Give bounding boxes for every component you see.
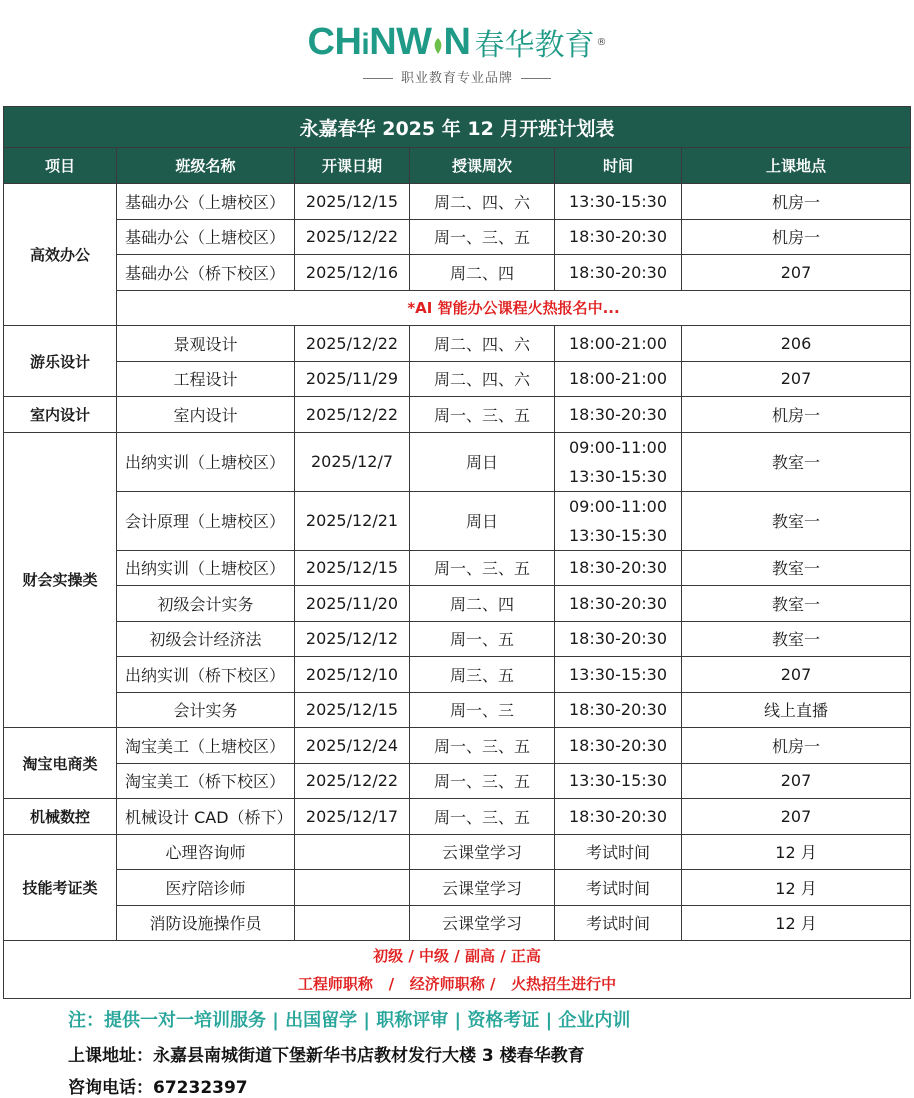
brand-logo — [0, 18, 914, 66]
start-date: 2025/12/10 — [295, 657, 410, 693]
header-start-date: 开课日期 — [295, 148, 410, 184]
promo-line-2: 工程师职称 / 经济师职称 / 火热招生进行中 — [297, 974, 617, 993]
table-row — [4, 326, 911, 362]
start-date: 2025/11/20 — [295, 586, 410, 622]
class-name: 出纳实训（桥下校区） — [117, 657, 295, 693]
time: 18:30-20:30 — [555, 397, 682, 433]
services-note: 注：提供一对一培训服务 | 出国留学 | 职称评审 | 资格考证 | 企业内训 — [68, 1010, 631, 1031]
slogan-right-rule — [521, 78, 551, 79]
class-name: 心理咨询师 — [117, 834, 295, 870]
location: 207 — [682, 799, 911, 835]
slogan — [0, 67, 914, 86]
table-row — [4, 657, 911, 693]
logo-wordmark — [308, 21, 471, 64]
table-row — [4, 361, 911, 397]
weekdays: 周一、五 — [410, 621, 555, 657]
table-row — [4, 763, 911, 799]
weekdays: 周一、三、五 — [410, 397, 555, 433]
weekdays: 周一、三、五 — [410, 763, 555, 799]
weekdays: 云课堂学习 — [410, 905, 555, 941]
weekdays: 周二、四、六 — [410, 184, 555, 220]
weekdays: 周二、四、六 — [410, 361, 555, 397]
start-date: 2025/12/22 — [295, 763, 410, 799]
time — [555, 491, 682, 550]
location: 207 — [682, 657, 911, 693]
weekdays: 周一、三、五 — [410, 550, 555, 586]
table-row — [4, 870, 911, 906]
weekdays: 周二、四 — [410, 586, 555, 622]
class-name: 机械设计 CAD（桥下） — [117, 799, 295, 835]
start-date: 2025/12/21 — [295, 491, 410, 550]
start-date: 2025/12/22 — [295, 397, 410, 433]
logo-text-n: N — [443, 20, 471, 63]
time: 13:30-15:30 — [555, 657, 682, 693]
time: 18:30-20:30 — [555, 255, 682, 291]
class-name: 淘宝美工（上塘校区） — [117, 728, 295, 764]
start-date: 2025/12/12 — [295, 621, 410, 657]
location: 12 月 — [682, 905, 911, 941]
header-time: 时间 — [555, 148, 682, 184]
class-address: 上课地址：永嘉县南城街道下堡新华书店教材发行大楼 3 楼春华教育 — [68, 1046, 585, 1066]
location: 206 — [682, 326, 911, 362]
category-accounting: 财会实操类 — [4, 432, 117, 728]
table-row — [4, 586, 911, 622]
logo-text-nw: NW — [369, 20, 432, 63]
weekdays: 周二、四、六 — [410, 326, 555, 362]
class-name: 医疗陪诊师 — [117, 870, 295, 906]
time — [555, 432, 682, 491]
logo-chinese-name: 春华教育 — [474, 28, 595, 63]
location: 机房一 — [682, 397, 911, 433]
table-title: 永嘉春华 2025 年 12 月开班计划表 — [4, 107, 911, 148]
schedule-table — [3, 106, 911, 999]
promo-cell — [4, 941, 911, 999]
header-class-name: 班级名称 — [117, 148, 295, 184]
office-note: *AI 智能办公课程火热报名中... — [117, 290, 911, 326]
leaf-icon — [432, 21, 444, 37]
time: 18:30-20:30 — [555, 621, 682, 657]
location: 207 — [682, 255, 911, 291]
weekdays: 云课堂学习 — [410, 834, 555, 870]
weekdays: 云课堂学习 — [410, 870, 555, 906]
logo-text-ch: CH — [307, 20, 362, 63]
table-row — [4, 692, 911, 728]
table-row — [4, 255, 911, 291]
table-row — [4, 550, 911, 586]
header-category: 项目 — [4, 148, 117, 184]
location: 线上直播 — [682, 692, 911, 728]
location: 207 — [682, 763, 911, 799]
start-date: 2025/11/29 — [295, 361, 410, 397]
start-date — [295, 834, 410, 870]
class-name: 出纳实训（上塘校区） — [117, 550, 295, 586]
contact-phone: 咨询电话：67232397 — [68, 1078, 248, 1098]
table-row — [4, 432, 911, 491]
table-row — [4, 728, 911, 764]
location: 机房一 — [682, 728, 911, 764]
weekdays: 周日 — [410, 491, 555, 550]
start-date: 2025/12/16 — [295, 255, 410, 291]
time-morning: 09:00-11:00 — [569, 437, 667, 457]
promo-row — [4, 941, 911, 999]
time: 18:00-21:00 — [555, 361, 682, 397]
category-office: 高效办公 — [4, 184, 117, 326]
location: 12 月 — [682, 870, 911, 906]
start-date: 2025/12/7 — [295, 432, 410, 491]
start-date: 2025/12/15 — [295, 184, 410, 220]
location: 教室一 — [682, 621, 911, 657]
category-mechanical: 机械数控 — [4, 799, 117, 835]
start-date: 2025/12/22 — [295, 219, 410, 255]
weekdays: 周一、三、五 — [410, 728, 555, 764]
time: 考试时间 — [555, 870, 682, 906]
time-afternoon: 13:30-15:30 — [569, 525, 667, 545]
class-name: 工程设计 — [117, 361, 295, 397]
start-date: 2025/12/17 — [295, 799, 410, 835]
table-row — [4, 621, 911, 657]
location: 207 — [682, 361, 911, 397]
class-name: 初级会计实务 — [117, 586, 295, 622]
time: 18:00-21:00 — [555, 326, 682, 362]
category-interior: 室内设计 — [4, 397, 117, 433]
registered-mark: ® — [596, 36, 607, 48]
weekdays: 周一、三 — [410, 692, 555, 728]
class-name: 消防设施操作员 — [117, 905, 295, 941]
table-row — [4, 397, 911, 433]
header-location: 上课地点 — [682, 148, 911, 184]
class-name: 初级会计经济法 — [117, 621, 295, 657]
table-row — [4, 184, 911, 220]
time: 18:30-20:30 — [555, 219, 682, 255]
table-row — [4, 834, 911, 870]
time: 18:30-20:30 — [555, 692, 682, 728]
class-name: 基础办公（上塘校区） — [117, 184, 295, 220]
class-name: 出纳实训（上塘校区） — [117, 432, 295, 491]
table-row — [4, 905, 911, 941]
class-name: 会计实务 — [117, 692, 295, 728]
time: 18:30-20:30 — [555, 799, 682, 835]
start-date: 2025/12/15 — [295, 692, 410, 728]
promo-line-1: 初级 / 中级 / 副高 / 正高 — [373, 946, 541, 965]
header-row — [4, 148, 911, 184]
start-date — [295, 905, 410, 941]
weekdays: 周一、三、五 — [410, 799, 555, 835]
time: 13:30-15:30 — [555, 184, 682, 220]
time: 18:30-20:30 — [555, 728, 682, 764]
logo-text-i: i — [361, 27, 370, 61]
slogan-left-rule — [363, 78, 393, 79]
start-date: 2025/12/15 — [295, 550, 410, 586]
class-name: 淘宝美工（桥下校区） — [117, 763, 295, 799]
table-row — [4, 219, 911, 255]
weekdays: 周三、五 — [410, 657, 555, 693]
time-morning: 09:00-11:00 — [569, 496, 667, 516]
location: 机房一 — [682, 219, 911, 255]
slogan-text: 职业教育专业品牌 — [400, 71, 513, 86]
location: 教室一 — [682, 550, 911, 586]
start-date: 2025/12/24 — [295, 728, 410, 764]
class-name: 基础办公（上塘校区） — [117, 219, 295, 255]
time: 13:30-15:30 — [555, 763, 682, 799]
location: 教室一 — [682, 586, 911, 622]
start-date: 2025/12/22 — [295, 326, 410, 362]
weekdays: 周二、四 — [410, 255, 555, 291]
time: 18:30-20:30 — [555, 586, 682, 622]
time-afternoon: 13:30-15:30 — [569, 466, 667, 486]
class-name: 会计原理（上塘校区） — [117, 491, 295, 550]
location: 教室一 — [682, 491, 911, 550]
weekdays: 周一、三、五 — [410, 219, 555, 255]
table-row — [4, 491, 911, 550]
table-row — [4, 799, 911, 835]
time: 考试时间 — [555, 834, 682, 870]
header-weekdays: 授课周次 — [410, 148, 555, 184]
category-skills: 技能考证类 — [4, 834, 117, 941]
weekdays: 周日 — [410, 432, 555, 491]
category-ecommerce: 淘宝电商类 — [4, 728, 117, 799]
class-name: 室内设计 — [117, 397, 295, 433]
location: 机房一 — [682, 184, 911, 220]
location: 教室一 — [682, 432, 911, 491]
class-name: 基础办公（桥下校区） — [117, 255, 295, 291]
table-row — [4, 290, 911, 326]
start-date — [295, 870, 410, 906]
time: 考试时间 — [555, 905, 682, 941]
location: 12 月 — [682, 834, 911, 870]
time: 18:30-20:30 — [555, 550, 682, 586]
category-landscape: 游乐设计 — [4, 326, 117, 397]
class-name: 景观设计 — [117, 326, 295, 362]
